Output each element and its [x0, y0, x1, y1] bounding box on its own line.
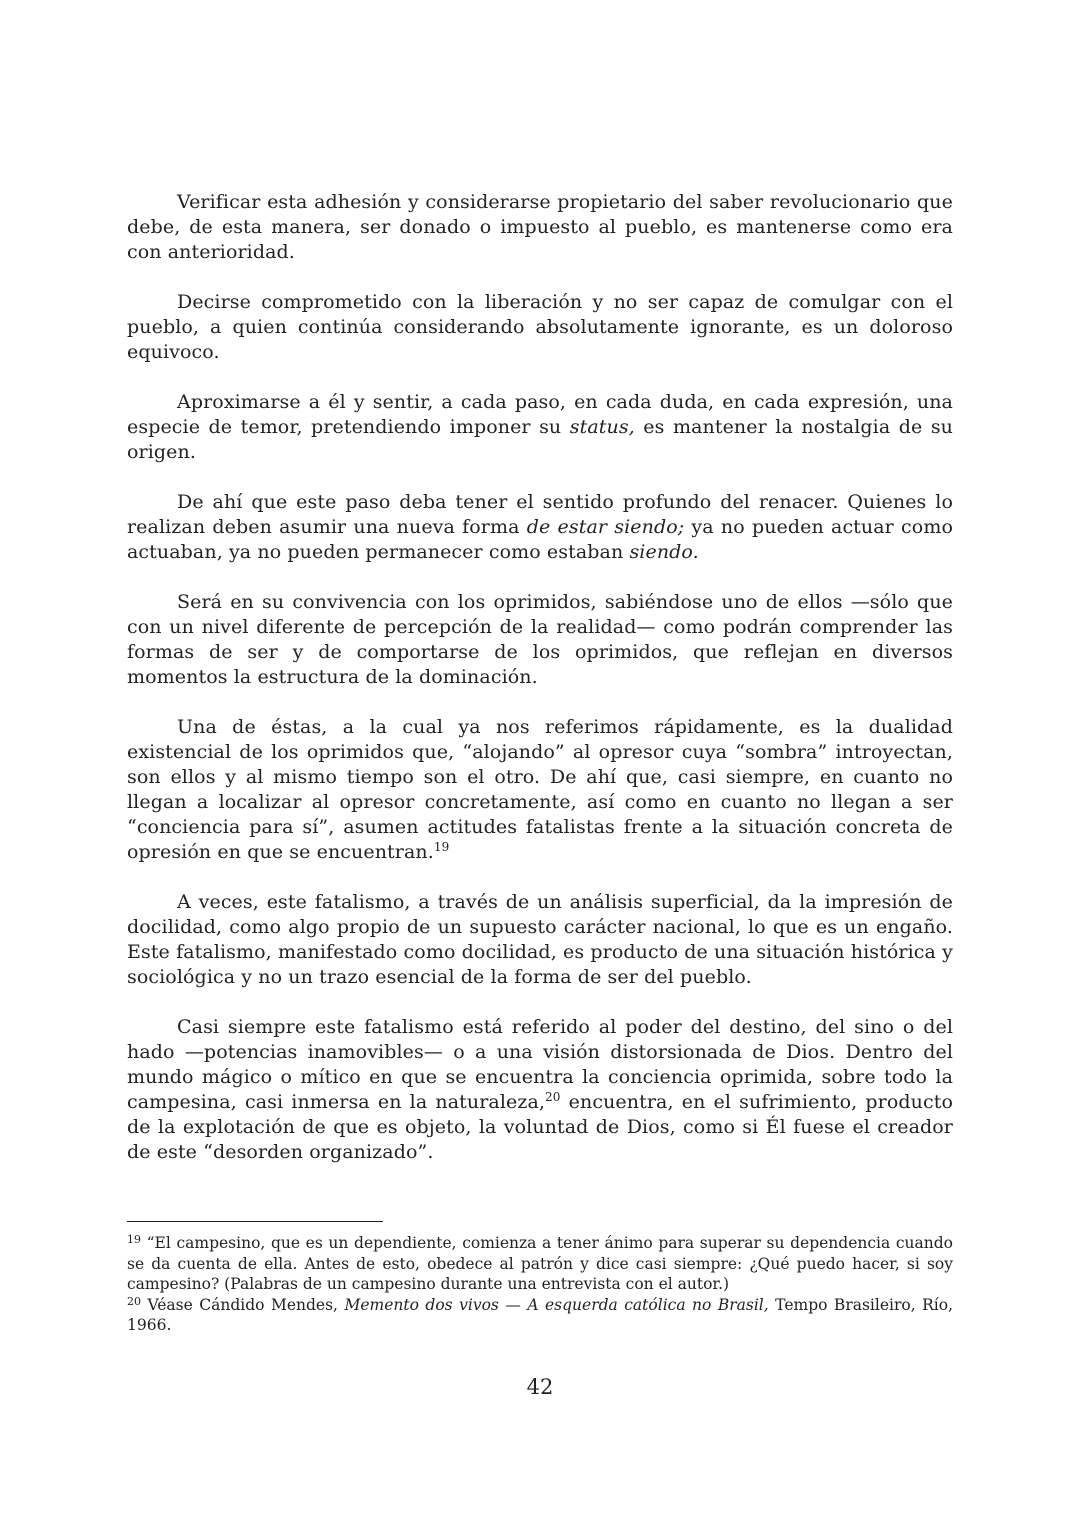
- paragraph: Casi siempre este fatalismo está referido al poder del destino, del sino o del hado —potencias inamovibles— o a una visión distorsionada de Dios. Dentro del mundo mágico o mítico en que se encuentra la conciencia oprimida, sobre todo la campesina, casi inmersa en la naturaleza,$^{20}$ encuentra, en el sufrimiento, producto de la explotación de que es objeto, la voluntad de Dios, como si Él fuese el creador de este “desorden organizado”.: [127, 1016, 953, 1163]
- paragraph: Aproximarse a él y sentir, a cada paso, en cada duda, en cada expresión, una especie de temor, pretendiendo imponer su status, es mantener la nostalgia de su origen.: [127, 391, 954, 463]
- footnote-ref-19[interactable]: 19: [433, 840, 450, 854]
- footnote-number: 19: [127, 1233, 141, 1246]
- paragraph: Será en su convivencia con los oprimidos, sabiéndose uno de ellos —sólo que con un nivel diferente de percepción de la realidad— como podrán comprender las formas de ser y de comportarse de los oprimidos, que reflejan en diversos momentos la estructura de la dominación.: [127, 591, 953, 688]
- emphasis: de estar siendo;: [526, 516, 685, 538]
- page-number: 42: [526, 1375, 554, 1399]
- footnote-number: 20: [127, 1294, 141, 1308]
- footnote-19: $^{19}$ “El campesino, que es un dependiente, comienza a tener ánimo para superar su dependencia cuando se da cuenta de ella. Antes de esto, obedece al patrón y dice casi siempre: ¿Qué puedo hacer, si soy campesino? (Palabras de un campesino durante una entrevista con el autor.): [127, 1233, 953, 1293]
- main-text: [127, 190, 953, 1190]
- paragraph: A veces, este fatalismo, a través de un análisis superficial, da la impresión de docilidad, como algo propio de un supuesto carácter nacional, lo que es un engaño. Este fatalismo, manifestado como docilidad, es producto de una situación histórica y sociológica y no un trazo esencial de la forma de ser del pueblo.: [127, 891, 953, 988]
- paragraph: De ahí que este paso deba tener el sentido profundo del renacer. Quienes lo realizan deben asumir una nueva forma de estar siendo; ya no pueden actuar como actuaban, ya no pueden permanecer como estaban siendo.: [127, 491, 953, 563]
- emphasis: siendo.: [629, 541, 699, 563]
- emphasis: Memento dos vivos — A esquerda católica no Brasil,: [344, 1295, 769, 1314]
- emphasis: status,: [569, 416, 635, 438]
- footnote-ref-20[interactable]: 20: [545, 1090, 561, 1104]
- paragraph: Decirse comprometido con la liberación y no ser capaz de comulgar con el pueblo, a quien continúa considerando absolutamente ignorante, es un doloroso equivoco.: [127, 291, 953, 363]
- paragraph: Una de éstas, a la cual ya nos referimos rápidamente, es la dualidad existencial de los oprimidos que, “alojando” al opresor cuya “sombra” introyectan, son ellos y al mismo tiempo son el otro. De ahí que, casi siempre, en cuanto no llegan a localizar al opresor concretamente, así como en cuanto no llegan a ser “conciencia para sí”, asumen actitudes fatalistas frente a la situación concreta de opresión en que se encuentran.$^{19}$: [127, 716, 953, 863]
- footnote-20: $^{20}$ Véase Cándido Mendes, Memento dos vivos — A esquerda católica no Brasil, Tempo Brasileiro, Río, 1966.: [127, 1294, 954, 1334]
- footnote-divider: [127, 1221, 383, 1222]
- footnotes: [127, 1233, 953, 1336]
- paragraph: Verificar esta adhesión y considerarse propietario del saber revolucionario que debe, de esta manera, ser donado o impuesto al pueblo, es mantenerse como era con anterioridad.: [127, 191, 953, 263]
